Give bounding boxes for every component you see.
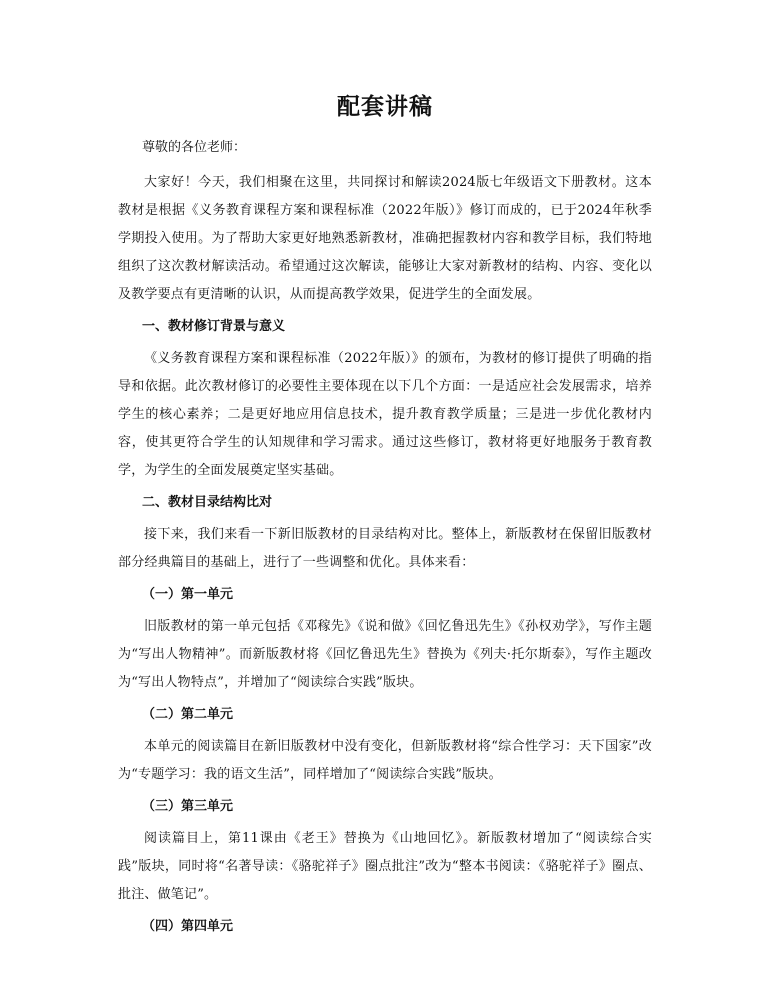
greeting: 尊敬的各位老师： (142, 140, 247, 155)
unit-2-paragraph: 本单元的阅读篇目在新旧版教材中没有变化，但新版教材将“综合性学习：天下国家”改为“专题学习：我的语文生活”，同样增加了“阅读综合实践”版块。 (118, 739, 652, 782)
unit-2-heading: （二）第二单元 (142, 707, 234, 722)
section-2-heading: 二、教材目录结构比对 (142, 495, 273, 510)
unit-3-heading: （三）第三单元 (142, 799, 234, 814)
section-2-paragraph: 接下来，我们来看一下新旧版教材的目录结构对比。整体上，新版教材在保留旧版教材部分经典篇目的基础上，进行了一些调整和优化。具体来看： (118, 527, 652, 570)
unit-1-heading: （一）第一单元 (142, 587, 234, 602)
intro-paragraph: 大家好！今天，我们相聚在这里，共同探讨和解读2024版七年级语文下册教材。这本教材是根据《义务教育课程方案和课程标准（2022年版）》修订而成的，已于2024年秋季学期投入使用。为了帮助大家更好地熟悉新教材，准确把握教材内容和教学目标，我们特地组织了这次教材解读活动。希望通过这次解读，能够让大家对新教材的结构、内容、变化以及教学要点有更清晰的认识，从而提高教学效果，促进学生的全面发展。 (118, 175, 652, 302)
unit-1-paragraph: 旧版教材的第一单元包括《邓稼先》《说和做》《回忆鲁迅先生》《孙权劝学》，写作主题为“写出人物精神”。而新版教材将《回忆鲁迅先生》替换为《列夫·托尔斯泰》，写作主题改为“写出人物特点”，并增加了“阅读综合实践”版块。 (118, 619, 652, 690)
unit-4-heading: （四）第四单元 (142, 919, 234, 934)
unit-3-paragraph: 阅读篇目上，第11课由《老王》替换为《山地回忆》。新版教材增加了“阅读综合实践”版块，同时将“名著导读：《骆驼祥子》圈点批注”改为“整本书阅读：《骆驼祥子》圈点、批注、做笔记”。 (118, 831, 652, 902)
document-title: 配套讲稿 (337, 93, 433, 120)
section-1-paragraph: 《义务教育课程方案和课程标准（2022年版）》的颁布，为教材的修订提供了明确的指导和依据。此次教材修订的必要性主要体现在以下几个方面：一是适应社会发展需求，培养学生的核心素养；二是更好地应用信息技术，提升教育教学质量；三是进一步优化教材内容，使其更符合学生的认知规律和学习需求。通过这些修订，教材将更好地服务于教育教学，为学生的全面发展奠定坚实基础。 (118, 351, 652, 478)
section-1-heading: 一、教材修订背景与意义 (142, 319, 286, 334)
